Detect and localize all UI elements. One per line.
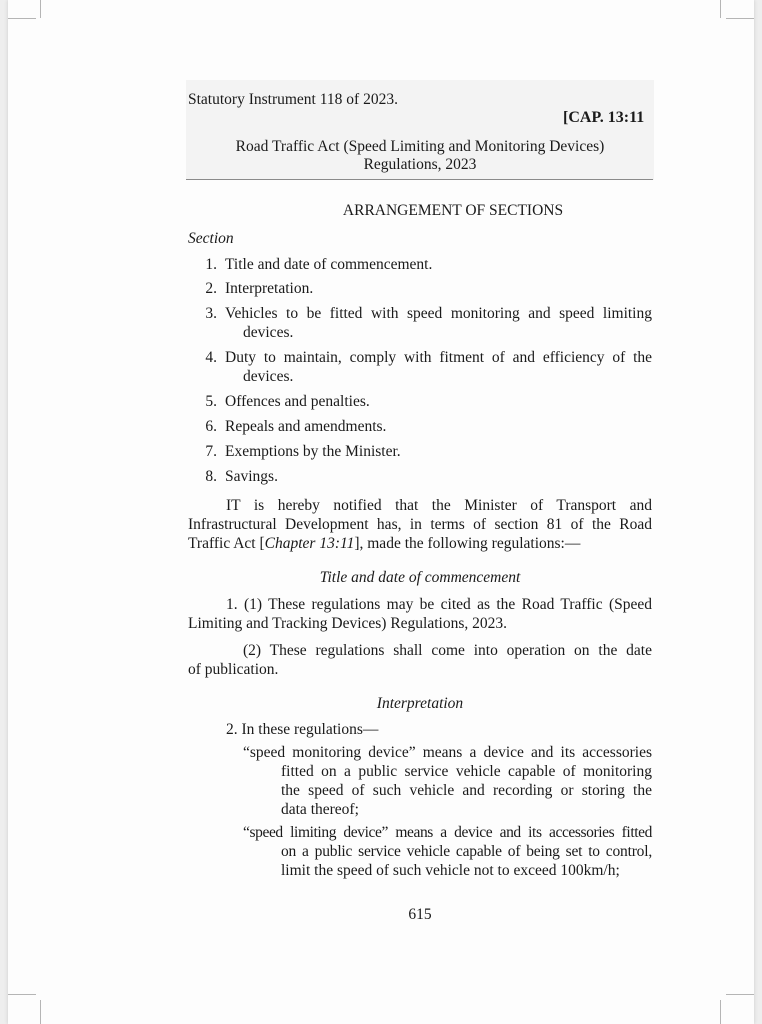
definition-speed-limiting-line3: limit the speed of such vehicle not to exceed 100km/h; [281,862,620,879]
section1-p1-line2: Limiting and Tracking Devices) Regulations, 2023. [188,615,508,632]
toc-item-2-number: 2. [205,280,217,297]
chapter-reference: [CAP. 13:11 [563,109,645,126]
section2-intro: 2. In these regulations— [226,721,379,738]
toc-item-2: Interpretation. [225,280,314,297]
arrangement-heading: ARRANGEMENT OF SECTIONS [342,202,564,219]
page-number: 615 [408,906,432,923]
regulation-title-line2: Regulations, 2023 [363,156,477,173]
crop-mark-bottom-left [40,1000,41,1024]
toc-item-4-line2: devices. [243,368,294,385]
toc-item-3-line2: devices. [243,324,294,341]
header-rule [186,179,653,180]
definition-speed-monitoring-line4: data thereof; [281,801,359,818]
toc-item-4-number: 4. [205,349,217,366]
toc-item-6: Repeals and amendments. [225,418,387,435]
section1-heading: Title and date of commencement [319,569,521,586]
toc-item-7: Exemptions by the Minister. [225,443,401,460]
toc-item-6-number: 6. [205,418,217,435]
definition-speed-limiting-line1: “speed limiting device” means a device and its accessories fitted [243,824,652,841]
crop-mark-top-left [40,0,41,18]
toc-item-1: Title and date of commencement. [225,256,433,273]
notice-line2: Infrastructural Development has, in terms of section 81 of the Road [188,516,652,533]
notice-line3-post: ], made the following regulations:— [354,535,581,552]
section2-heading: Interpretation [376,695,464,712]
definition-speed-limiting-line2: on a public service vehicle capable of being set to control, [281,843,652,860]
toc-item-8: Savings. [225,468,278,485]
toc-item-8-number: 8. [205,468,217,485]
section1-p1-line1: 1. (1) These regulations may be cited as the Road Traffic (Speed [226,596,652,613]
crop-mark-bottom-right-h [726,994,754,995]
definition-speed-monitoring-line3: the speed of such vehicle and recording or storing the [281,782,652,799]
section1-p2-line1: (2) These regulations shall come into operation on the date [243,642,652,659]
notice-line3-pre: Traffic Act [ [188,535,265,552]
definition-speed-monitoring-line2: fitted on a public service vehicle capable of monitoring [281,763,652,780]
toc-item-7-number: 7. [205,443,217,460]
toc-item-3-number: 3. [205,305,217,322]
crop-mark-top-right [720,0,721,18]
toc-item-3-line1: Vehicles to be fitted with speed monitoring and speed limiting [225,305,652,322]
section-label: Section [188,230,234,247]
crop-mark-top-right-h [726,18,754,19]
notice-line3 [188,534,580,553]
toc-item-5-number: 5. [205,393,217,410]
notice-line1: IT is hereby notified that the Minister of Transport and [226,497,652,514]
definition-speed-monitoring-line1: “speed monitoring device” means a device and its accessories [243,744,652,761]
section1-p2-line2: of publication. [188,661,279,678]
toc-item-5: Offences and penalties. [225,393,370,410]
crop-mark-bottom-right [720,1000,721,1024]
toc-item-1-number: 1. [205,256,217,273]
regulation-title-line1: Road Traffic Act (Speed Limiting and Monitoring Devices) [235,138,605,155]
crop-mark-top-left-h [8,18,36,19]
notice-chapter-ref: Chapter 13:11 [264,535,355,552]
instrument-label: Statutory Instrument 118 of 2023. [188,91,398,108]
toc-item-4-line1: Duty to maintain, comply with fitment of and efficiency of the [225,349,652,366]
crop-mark-bottom-left-h [8,994,36,995]
